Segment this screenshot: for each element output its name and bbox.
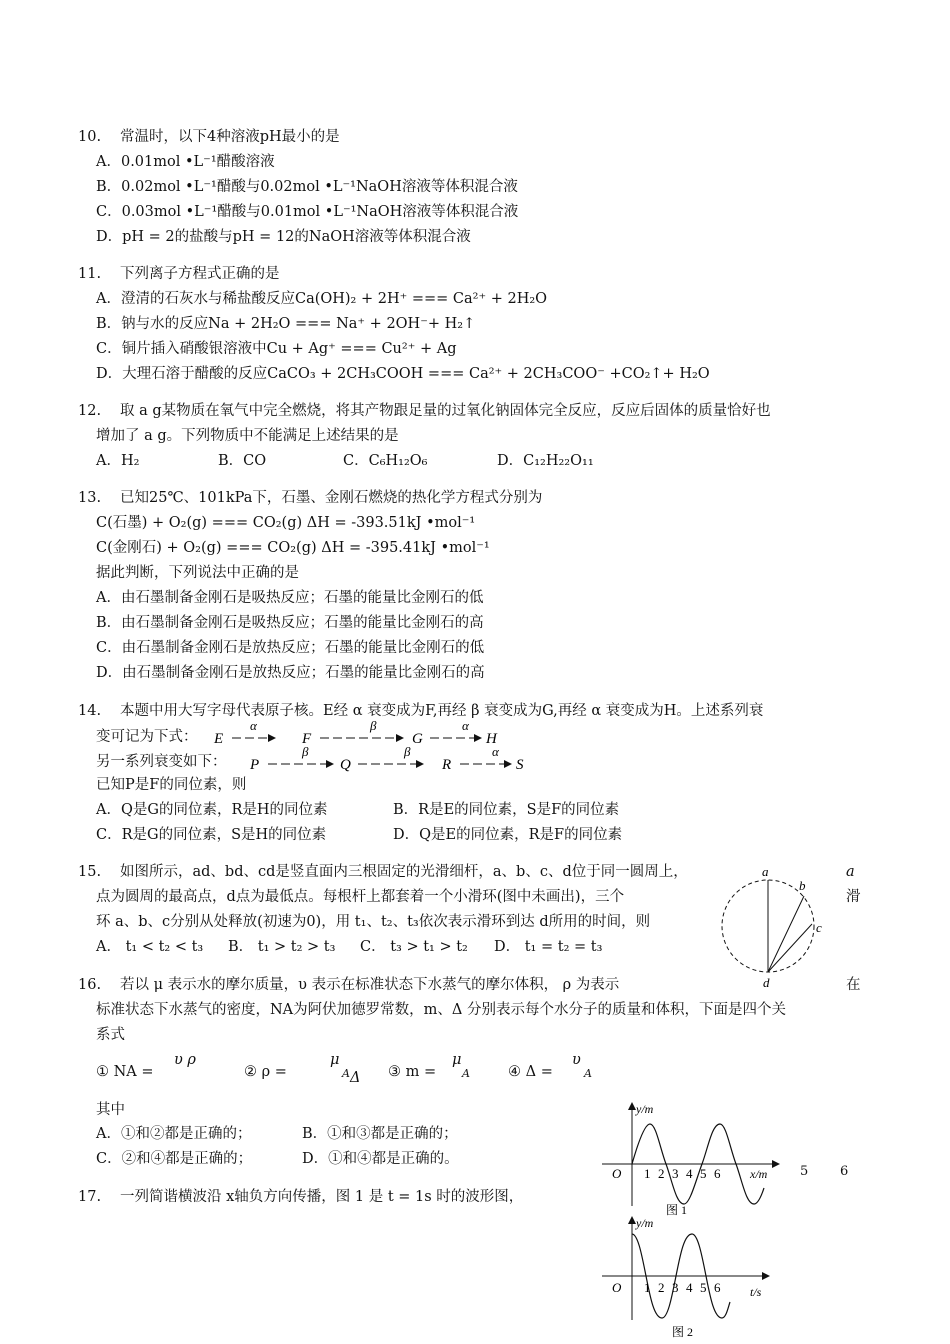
fig-label-b: b: [799, 878, 806, 893]
q13-option-a: A．由石墨制备金刚石是吸热反应；石墨的能量比金刚石的低: [96, 590, 484, 606]
q14-option-a: A．Q是G的同位素，R是H的同位素: [96, 802, 328, 818]
q16-option-d: D．①和④都是正确的。: [302, 1151, 459, 1167]
q11-option-a: A．澄清的石灰水与稀盐酸反应Ca(OH)₂ + 2H⁺ === Ca²⁺ + 2H₂O: [96, 291, 548, 307]
fig1-tick-6: 6: [714, 1166, 721, 1181]
q11-stem: 下列离子方程式正确的是: [120, 266, 280, 282]
q12-option-b: B．CO: [218, 453, 267, 469]
q14-decay-chain-2: [236, 744, 546, 778]
q14-stem-2: 变可记为下式：: [96, 729, 198, 745]
fig2-xlabel: t/s: [750, 1285, 762, 1299]
q14-option-c: C．R是G的同位素，S是H的同位素: [96, 827, 327, 843]
q15-number: 15.: [78, 864, 102, 880]
q13-stem: 已知25℃、101kPa下，石墨、金刚石燃烧的热化学方程式分别为: [120, 490, 543, 506]
fig2-tick-2: 2: [658, 1280, 665, 1295]
q13-equation-graphite: C(石墨) + O₂(g) === CO₂(g) ΔH = -393.51kJ •mol⁻¹: [96, 515, 476, 531]
q13-option-c: C．由石墨制备金刚石是放热反应；石墨的能量比金刚石的低: [96, 640, 485, 656]
q16-formula-2-label: ② ρ =: [244, 1064, 287, 1080]
q15-line-2: 点为圆周的最高点，d点为最低点。每根杆上都套着一个小滑环(图中未画出)，三个: [96, 889, 625, 905]
chain1-beta: β: [370, 718, 377, 733]
q15-option-a: A． t₁ < t₂ < t₃: [96, 939, 204, 955]
q16-formula-4-subscript: A: [584, 1067, 592, 1080]
fig2-tick-1: 1: [644, 1280, 651, 1295]
fig1-origin: O: [612, 1166, 622, 1181]
q12-option-a: A．H₂: [96, 453, 140, 469]
q16-formula-3-label: ③ m =: [388, 1064, 437, 1080]
chain2-beta-1: β: [302, 744, 309, 759]
q16-option-b: B．①和③都是正确的；: [302, 1126, 458, 1142]
fig1-tick-4: 4: [686, 1166, 693, 1181]
chain1-h: H: [486, 731, 497, 747]
q10-option-a: A．0.01mol •L⁻¹醋酸溶液: [96, 154, 275, 170]
q16-formula-4-numerator: υ: [572, 1052, 581, 1068]
chain2-alpha: α: [492, 744, 499, 759]
chain1-e: E: [214, 731, 224, 747]
q17-figure-2-vibration: [596, 1212, 796, 1342]
q11-option-b: B．钠与水的反应Na + 2H₂O === Na⁺ + 2OH⁻+ H₂↑: [96, 316, 476, 332]
q13-option-b: B．由石墨制备金刚石是吸热反应；石墨的能量比金刚石的高: [96, 615, 484, 631]
fig2-tick-5: 5: [700, 1280, 707, 1295]
q16-option-a: A．①和②都是正确的；: [96, 1126, 252, 1142]
q16-formula-3-subscript: A: [462, 1067, 470, 1080]
q12-option-d: D．C₁₂H₂₂O₁₁: [497, 453, 594, 469]
fig2-ylabel: y/m: [636, 1216, 654, 1230]
q15-circle-figure: [712, 862, 842, 992]
q15-option-c: C． t₃ > t₁ > t₂: [360, 939, 468, 955]
q13-option-d: D．由石墨制备金刚石是放热反应；石墨的能量比金刚石的高: [96, 665, 485, 681]
q16-formula-2-denominator: Δ: [350, 1070, 361, 1086]
q13-equation-diamond: C(金刚石) + O₂(g) === CO₂(g) ΔH = -395.41kJ •mol⁻¹: [96, 540, 490, 556]
q16-line-1: 若以 μ 表示水的摩尔质量，υ 表示在标准状态下水蒸气的摩尔体积， ρ 为表示: [120, 977, 620, 993]
q16-option-c: C．②和④都是正确的；: [96, 1151, 253, 1167]
chain2-q: Q: [340, 757, 351, 773]
fig1-extra-6: 6: [840, 1164, 849, 1179]
q11-option-d: D．大理石溶于醋酸的反应CaCO₃ + 2CH₃COOH === Ca²⁺ + 2CH₃COO⁻ +CO₂↑+ H₂O: [96, 366, 710, 382]
chain1-f: F: [302, 731, 312, 747]
q12-number: 12.: [78, 403, 102, 419]
q14-stem-4: 已知P是F的同位素，则: [96, 777, 247, 793]
fig1-tick-5: 5: [700, 1166, 707, 1181]
q14-stem-3: 另一系列衰变如下：: [96, 754, 227, 770]
q16-formula-1-label: ① NA =: [96, 1064, 154, 1080]
chain2-s: S: [516, 757, 524, 773]
q16-formula-4-label: ④ Δ =: [508, 1064, 553, 1080]
fig-label-a: a: [762, 864, 769, 879]
q15-option-d: D． t₁ = t₂ = t₃: [494, 939, 603, 955]
q14-stem-1: 本题中用大写字母代表原子核。E经 α 衰变成为F,再经 β 衰变成为G,再经 α 衰变成为H。上述系列衰: [120, 703, 764, 719]
fig2-tick-4: 4: [686, 1280, 693, 1295]
q16-number: 16.: [78, 977, 102, 993]
fig1-caption: 图 1: [666, 1203, 688, 1217]
fig-label-d: d: [763, 975, 770, 990]
q12-option-c: C．C₆H₁₂O₆: [343, 453, 428, 469]
q12-stem-1: 取 a g某物质在氧气中完全燃烧，将其产物跟足量的过氧化钠固体完全反应，反应后固体的质量恰好也: [120, 403, 771, 419]
fig1-tick-3: 3: [672, 1166, 679, 1181]
q16-formula-3-numerator: μ: [452, 1052, 462, 1068]
q16-line-1-tail: 在: [846, 977, 861, 993]
fig1-ylabel: y/m: [636, 1102, 654, 1116]
q11-option-c: C．铜片插入硝酸银溶液中Cu + Ag⁺ === Cu²⁺ + Ag: [96, 341, 457, 357]
q16-line-3: 系式: [96, 1027, 125, 1043]
fig1-tick-2: 2: [658, 1166, 665, 1181]
q17-figure-1-wave: [596, 1098, 796, 1218]
q15-line-3: 环 a、b、c分别从处释放(初速为0)，用 t₁、t₂、t₃依次表示滑环到达 d所用的时间，则: [96, 914, 651, 930]
q10-option-d: D．pH = 2的盐酸与pH = 12的NaOH溶液等体积混合液: [96, 229, 471, 245]
q16-formula-2-subscript: A: [342, 1067, 350, 1080]
chain2-p: P: [250, 757, 260, 773]
fig1-extra-5: 5: [800, 1164, 809, 1179]
q12-stem-2: 增加了 a g。下列物质中不能满足上述结果的是: [96, 428, 399, 444]
q11-number: 11.: [78, 266, 102, 282]
q10-number: 10.: [78, 129, 102, 145]
q13-stem-2: 据此判断，下列说法中正确的是: [96, 565, 299, 581]
chain2-r: R: [442, 757, 452, 773]
q16-formula-1-numerator: υ ρ: [174, 1052, 196, 1068]
q15-line-1-tail: a: [846, 864, 855, 880]
fig1-tick-1: 1: [644, 1166, 651, 1181]
fig2-tick-3: 3: [672, 1280, 679, 1295]
q17-number: 17.: [78, 1189, 102, 1205]
fig2-origin: O: [612, 1280, 622, 1295]
fig1-xlabel: x/m: [750, 1167, 768, 1181]
q14-option-b: B．R是E的同位素，S是F的同位素: [393, 802, 620, 818]
q16-formula-2-numerator: μ: [330, 1052, 340, 1068]
q14-option-d: D．Q是E的同位素，R是F的同位素: [393, 827, 623, 843]
q10-option-b: B．0.02mol •L⁻¹醋酸与0.02mol •L⁻¹NaOH溶液等体积混合液: [96, 179, 518, 195]
fig2-tick-6: 6: [714, 1280, 721, 1295]
q14-number: 14.: [78, 703, 102, 719]
fig2-caption: 图 2: [672, 1325, 694, 1339]
q10-stem: 常温时，以下4种溶液pH最小的是: [120, 129, 340, 145]
q10-option-c: C．0.03mol •L⁻¹醋酸与0.01mol •L⁻¹NaOH溶液等体积混合液: [96, 204, 519, 220]
chain1-alpha-2: α: [462, 718, 469, 733]
fig-label-c: c: [816, 920, 822, 935]
chain1-g: G: [412, 731, 423, 747]
q16-line-2: 标准状态下水蒸气的密度，NA为阿伏加德罗常数，m、Δ 分别表示每个水分子的质量和体积，下面是四个关: [96, 1002, 786, 1018]
q15-line-1: 如图所示，ad、bd、cd是竖直面内三根固定的光滑细杆，a、b、c、d位于同一圆周上，: [120, 864, 688, 880]
q16-line-4: 其中: [96, 1102, 125, 1118]
q15-line-2-tail: 滑: [846, 889, 861, 905]
q17-stem: 一列简谐横波沿 x轴负方向传播，图 1 是 t = 1s 时的波形图，: [120, 1189, 524, 1205]
chain2-beta-2: β: [404, 744, 411, 759]
chain1-alpha-1: α: [250, 718, 257, 733]
q15-option-b: B． t₁ > t₂ > t₃: [228, 939, 336, 955]
q13-number: 13.: [78, 490, 102, 506]
